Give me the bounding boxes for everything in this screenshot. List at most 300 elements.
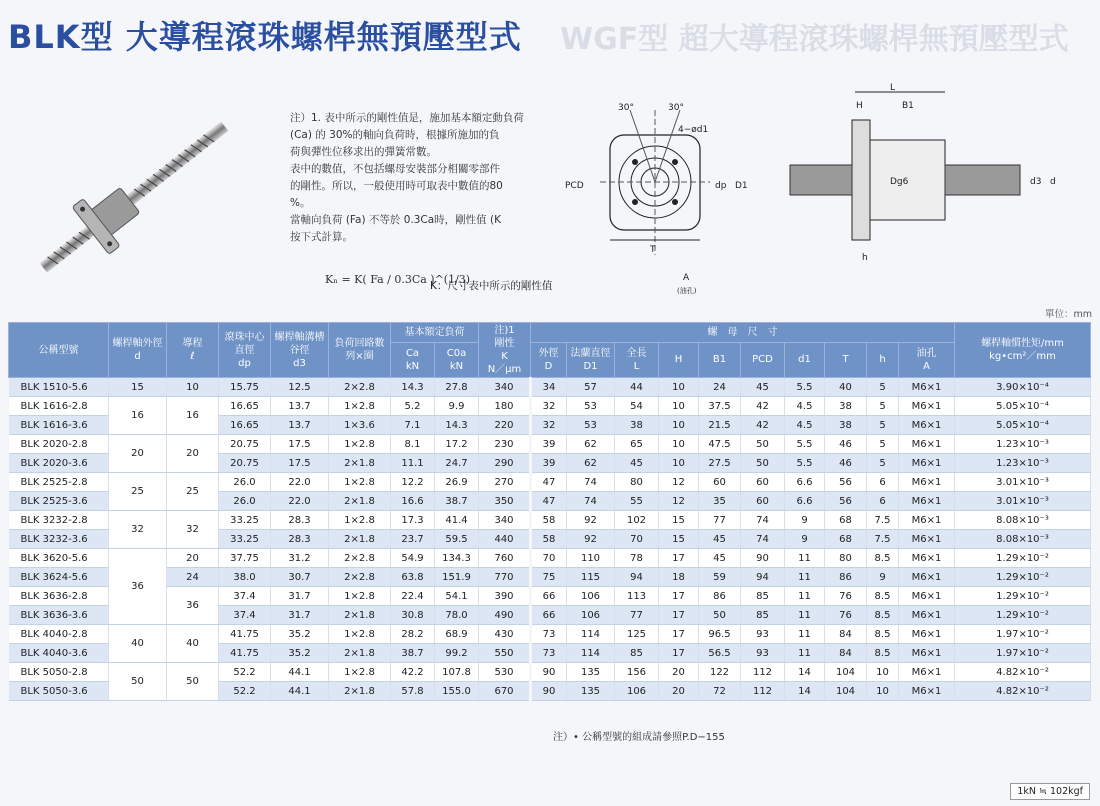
cell-D: 58 [531,530,567,549]
cell-l: 32 [167,511,219,549]
cell-D: 90 [531,682,567,701]
cell-k: 230 [479,435,531,454]
cell-coa: 38.7 [435,492,479,511]
cell-l: 36 [167,587,219,625]
col-h: h [867,342,899,377]
cell-dp: 20.75 [219,435,271,454]
cell-n: 2×2.8 [329,378,391,397]
cell-PCD: 50 [741,435,785,454]
col-ca: Ca kN [391,342,435,377]
cell-dp: 52.2 [219,682,271,701]
cell-D: 70 [531,549,567,568]
cell-A: M6×1 [899,682,955,701]
cell-T: 84 [825,625,867,644]
cell-k: 340 [479,378,531,397]
cell-D: 47 [531,473,567,492]
cell-h: 5 [867,454,899,473]
cell-d3: 30.7 [271,568,329,587]
cell-B1: 77 [699,511,741,530]
cell-d1: 11 [785,606,825,625]
ball-screw-photo [30,100,230,300]
cell-coa: 14.3 [435,416,479,435]
cell-inertia: 1.29×10⁻² [955,606,1091,625]
cell-L: 77 [615,606,659,625]
cell-H: 17 [659,625,699,644]
col-rigidity: 注)1 剛性 K N／μm [479,323,531,378]
cell-coa: 59.5 [435,530,479,549]
cell-n: 1×2.8 [329,625,391,644]
cell-k: 340 [479,511,531,530]
cell-model: BLK 1510-5.6 [9,378,109,397]
cell-D: 39 [531,454,567,473]
cell-ca: 17.3 [391,511,435,530]
cell-PCD: 45 [741,378,785,397]
cell-D: 32 [531,416,567,435]
cell-D1: 53 [567,416,615,435]
cell-A: M6×1 [899,492,955,511]
d1-label: D1 [735,181,748,191]
cell-d3: 17.5 [271,454,329,473]
col-flange: 法蘭直徑 D1 [567,342,615,377]
cell-H: 10 [659,378,699,397]
cell-model: BLK 3620-5.6 [9,549,109,568]
cell-n: 2×1.8 [329,530,391,549]
cell-H: 17 [659,606,699,625]
cell-B1: 56.5 [699,644,741,663]
cell-A: M6×1 [899,530,955,549]
cell-inertia: 8.08×10⁻³ [955,511,1091,530]
holes-label: 4−ød1 [678,125,709,135]
cell-inertia: 1.29×10⁻² [955,568,1091,587]
cell-PCD: 60 [741,473,785,492]
cell-d: 50 [109,663,167,701]
cell-B1: 50 [699,606,741,625]
cell-PCD: 93 [741,625,785,644]
cell-k: 350 [479,492,531,511]
cell-n: 2×1.8 [329,454,391,473]
cell-d1: 11 [785,625,825,644]
cell-d1: 11 [785,549,825,568]
cell-PCD: 50 [741,454,785,473]
cell-inertia: 3.90×10⁻⁴ [955,378,1091,397]
cell-l: 10 [167,378,219,397]
cell-PCD: 85 [741,606,785,625]
cell-L: 85 [615,644,659,663]
cell-model: BLK 2020-2.8 [9,435,109,454]
cell-H: 18 [659,568,699,587]
cell-h: 8.5 [867,606,899,625]
page-title: BLK型 大導程滾珠螺桿無預壓型式 [8,18,522,56]
cell-model: BLK 5050-2.8 [9,663,109,682]
col-oil: 油孔 A [899,342,955,377]
cell-inertia: 1.29×10⁻² [955,587,1091,606]
cell-h: 5 [867,378,899,397]
cell-l: 24 [167,568,219,587]
cell-coa: 99.2 [435,644,479,663]
cell-A: M6×1 [899,378,955,397]
cell-A: M6×1 [899,606,955,625]
cell-d3: 44.1 [271,682,329,701]
cell-n: 2×1.8 [329,606,391,625]
cell-model: BLK 2020-3.6 [9,454,109,473]
cell-n: 2×1.8 [329,492,391,511]
cell-dp: 16.65 [219,416,271,435]
cell-h: 5 [867,416,899,435]
cell-T: 68 [825,530,867,549]
cell-d3: 28.3 [271,530,329,549]
cell-A: M6×1 [899,435,955,454]
col-od: 外徑 D [531,342,567,377]
cell-T: 56 [825,492,867,511]
cell-coa: 68.9 [435,625,479,644]
cell-ca: 16.6 [391,492,435,511]
cell-D1: 114 [567,625,615,644]
cell-d1: 6.6 [785,492,825,511]
cell-model: BLK 2525-2.8 [9,473,109,492]
nut-technical-drawing [560,80,1100,305]
cell-PCD: 74 [741,530,785,549]
cell-D: 32 [531,397,567,416]
cell-T: 84 [825,644,867,663]
cell-D: 47 [531,492,567,511]
l-label: L [890,83,896,93]
cell-coa: 107.8 [435,663,479,682]
cell-d1: 9 [785,530,825,549]
cell-k: 180 [479,397,531,416]
cell-dp: 52.2 [219,663,271,682]
cell-PCD: 112 [741,682,785,701]
cell-h: 7.5 [867,530,899,549]
cell-d: 16 [109,397,167,435]
cell-d: 15 [109,378,167,397]
angle-label: 30° [668,103,684,113]
cell-D1: 74 [567,473,615,492]
cell-A: M6×1 [899,397,955,416]
h-top-label: H [856,101,863,111]
cell-PCD: 60 [741,492,785,511]
cell-ca: 14.3 [391,378,435,397]
cell-H: 15 [659,530,699,549]
cell-l: 20 [167,549,219,568]
cell-d1: 14 [785,682,825,701]
cell-L: 78 [615,549,659,568]
d-label: d [1050,177,1056,187]
cell-n: 2×2.8 [329,549,391,568]
cell-H: 10 [659,397,699,416]
cell-n: 2×1.8 [329,682,391,701]
cell-T: 80 [825,549,867,568]
cell-ca: 30.8 [391,606,435,625]
cell-D1: 106 [567,587,615,606]
cell-ca: 22.4 [391,587,435,606]
cell-l: 16 [167,397,219,435]
cell-k: 270 [479,473,531,492]
cell-D: 34 [531,378,567,397]
cell-h: 5 [867,435,899,454]
cell-L: 70 [615,530,659,549]
cell-T: 46 [825,435,867,454]
cell-d1: 4.5 [785,397,825,416]
cell-D: 90 [531,663,567,682]
cell-model: BLK 3232-3.6 [9,530,109,549]
cell-coa: 155.0 [435,682,479,701]
cell-L: 44 [615,378,659,397]
cell-d1: 5.5 [785,435,825,454]
cell-coa: 78.0 [435,606,479,625]
cell-T: 68 [825,511,867,530]
cell-n: 1×2.8 [329,511,391,530]
cell-A: M6×1 [899,549,955,568]
cell-L: 38 [615,416,659,435]
cell-coa: 54.1 [435,587,479,606]
cell-B1: 45 [699,549,741,568]
cell-PCD: 93 [741,644,785,663]
cell-ca: 42.2 [391,663,435,682]
cell-d3: 31.7 [271,606,329,625]
cell-h: 10 [867,682,899,701]
cell-A: M6×1 [899,473,955,492]
table-row [9,625,1091,644]
cell-n: 1×3.6 [329,416,391,435]
col-T: T [825,342,867,377]
cell-PCD: 85 [741,587,785,606]
cell-d3: 28.3 [271,511,329,530]
cell-n: 2×2.8 [329,568,391,587]
cell-n: 1×2.8 [329,473,391,492]
cell-k: 530 [479,663,531,682]
cell-L: 45 [615,454,659,473]
table-row [9,511,1091,530]
cell-d3: 13.7 [271,416,329,435]
cell-T: 104 [825,682,867,701]
cell-H: 17 [659,549,699,568]
ghost-title: WGF型 超大導程滾珠螺桿無預壓型式 [560,22,1069,57]
cell-coa: 9.9 [435,397,479,416]
cell-model: BLK 1616-3.6 [9,416,109,435]
cell-inertia: 5.05×10⁻⁴ [955,416,1091,435]
cell-D1: 74 [567,492,615,511]
cell-coa: 41.4 [435,511,479,530]
col-model: 公稱型號 [9,323,109,378]
cell-T: 38 [825,416,867,435]
cell-h: 8.5 [867,587,899,606]
cell-n: 1×2.8 [329,663,391,682]
cell-coa: 26.9 [435,473,479,492]
col-lead: 導程 ℓ [167,323,219,378]
table-row [9,549,1091,568]
cell-dp: 33.25 [219,530,271,549]
col-H: H [659,342,699,377]
cell-B1: 35 [699,492,741,511]
cell-model: BLK 3636-3.6 [9,606,109,625]
cell-d3: 22.0 [271,492,329,511]
cell-A: M6×1 [899,568,955,587]
cell-k: 430 [479,625,531,644]
cell-d: 20 [109,435,167,473]
cell-ca: 5.2 [391,397,435,416]
cell-H: 10 [659,416,699,435]
cell-inertia: 1.97×10⁻² [955,625,1091,644]
cell-k: 760 [479,549,531,568]
cell-B1: 27.5 [699,454,741,473]
cell-T: 104 [825,663,867,682]
cell-k: 440 [479,530,531,549]
cell-d1: 11 [785,587,825,606]
cell-coa: 151.9 [435,568,479,587]
cell-inertia: 3.01×10⁻³ [955,492,1091,511]
cell-L: 156 [615,663,659,682]
cell-model: BLK 1616-2.8 [9,397,109,416]
cell-T: 38 [825,397,867,416]
pcd-label: PCD [565,181,584,191]
cell-A: M6×1 [899,625,955,644]
cell-ca: 57.8 [391,682,435,701]
cell-h: 6 [867,473,899,492]
col-shaft-od: 螺桿軸外徑 d [109,323,167,378]
cell-B1: 21.5 [699,416,741,435]
cell-k: 550 [479,644,531,663]
note-line: 的剛性。所以，一般使用時可取表中數值的80 [290,180,503,192]
table-row [9,435,1091,454]
cell-dp: 26.0 [219,492,271,511]
footnote: 注）• 公稱型號的組成請參照P.D−155 [553,732,725,743]
unit-label: 單位：mm [1044,309,1092,320]
cell-D: 39 [531,435,567,454]
cell-A: M6×1 [899,416,955,435]
cell-h: 6 [867,492,899,511]
cell-H: 12 [659,492,699,511]
h-label: h [862,253,868,263]
dg6-label: Dg6 [890,177,909,187]
col-nut-dims: 螺 母 尺 寸 [531,323,955,343]
d3-label: d3 [1030,177,1042,187]
cell-d1: 11 [785,644,825,663]
cell-ca: 7.1 [391,416,435,435]
cell-n: 1×2.8 [329,397,391,416]
cell-ca: 8.1 [391,435,435,454]
col-d1: d1 [785,342,825,377]
cell-B1: 59 [699,568,741,587]
cell-ca: 23.7 [391,530,435,549]
cell-l: 25 [167,473,219,511]
cell-inertia: 4.82×10⁻² [955,682,1091,701]
cell-L: 106 [615,682,659,701]
cell-A: M6×1 [899,511,955,530]
cell-T: 76 [825,587,867,606]
cell-ca: 28.2 [391,625,435,644]
b1-label: B1 [902,101,914,111]
cell-ca: 11.1 [391,454,435,473]
cell-ca: 38.7 [391,644,435,663]
cell-dp: 41.75 [219,644,271,663]
notes-block [290,110,555,246]
cell-d: 40 [109,625,167,663]
cell-inertia: 1.29×10⁻² [955,549,1091,568]
dp-label: dp [715,181,727,191]
cell-k: 770 [479,568,531,587]
cell-B1: 37.5 [699,397,741,416]
rigidity-formula: Kₙ = K( Fa / 0.3Ca )^(1/3) [325,273,471,286]
cell-B1: 72 [699,682,741,701]
cell-d3: 35.2 [271,644,329,663]
cell-dp: 37.75 [219,549,271,568]
col-coa: C0a kN [435,342,479,377]
cell-D: 73 [531,625,567,644]
cell-L: 80 [615,473,659,492]
cell-D: 66 [531,587,567,606]
cell-n: 2×1.8 [329,644,391,663]
cell-B1: 60 [699,473,741,492]
spec-table [8,322,1091,701]
cell-D1: 62 [567,435,615,454]
cell-model: BLK 3232-2.8 [9,511,109,530]
table-row [9,587,1091,606]
table-row [9,397,1091,416]
cell-T: 56 [825,473,867,492]
oil-label: (油孔) [677,287,697,295]
cell-H: 17 [659,644,699,663]
cell-L: 54 [615,397,659,416]
cell-D1: 114 [567,644,615,663]
cell-dp: 37.4 [219,587,271,606]
cell-d1: 4.5 [785,416,825,435]
cell-model: BLK 2525-3.6 [9,492,109,511]
cell-dp: 38.0 [219,568,271,587]
cell-coa: 24.7 [435,454,479,473]
cell-n: 1×2.8 [329,587,391,606]
cell-dp: 26.0 [219,473,271,492]
cell-dp: 33.25 [219,511,271,530]
cell-D1: 57 [567,378,615,397]
col-circuits: 負荷回路數列×圈 [329,323,391,378]
cell-inertia: 5.05×10⁻⁴ [955,397,1091,416]
cell-d3: 17.5 [271,435,329,454]
cell-ca: 12.2 [391,473,435,492]
cell-dp: 41.75 [219,625,271,644]
cell-L: 102 [615,511,659,530]
cell-D: 73 [531,644,567,663]
cell-H: 15 [659,511,699,530]
cell-L: 94 [615,568,659,587]
cell-h: 9 [867,568,899,587]
note-line: 表中的數值，不包括螺母安裝部分相關零部件 [290,163,500,175]
cell-B1: 122 [699,663,741,682]
cell-d3: 35.2 [271,625,329,644]
cell-coa: 17.2 [435,435,479,454]
cell-coa: 27.8 [435,378,479,397]
cell-D: 75 [531,568,567,587]
cell-inertia: 1.23×10⁻³ [955,435,1091,454]
cell-A: M6×1 [899,644,955,663]
cell-PCD: 94 [741,568,785,587]
cell-h: 7.5 [867,511,899,530]
cell-A: M6×1 [899,663,955,682]
cell-T: 76 [825,606,867,625]
cell-l: 20 [167,435,219,473]
cell-model: BLK 3636-2.8 [9,587,109,606]
note-line: (Ca) 的 30%的軸向負荷時，根據所施加的負 [290,129,500,141]
cell-d1: 9 [785,511,825,530]
cell-PCD: 112 [741,663,785,682]
cell-H: 20 [659,682,699,701]
cell-k: 390 [479,587,531,606]
unit-conversion: 1kN ≒ 102kgf [1010,783,1090,800]
cell-d3: 31.7 [271,587,329,606]
cell-D: 66 [531,606,567,625]
note-line: 荷與彈性位移求出的彈簧常數。 [290,146,437,158]
cell-ca: 54.9 [391,549,435,568]
cell-h: 10 [867,663,899,682]
